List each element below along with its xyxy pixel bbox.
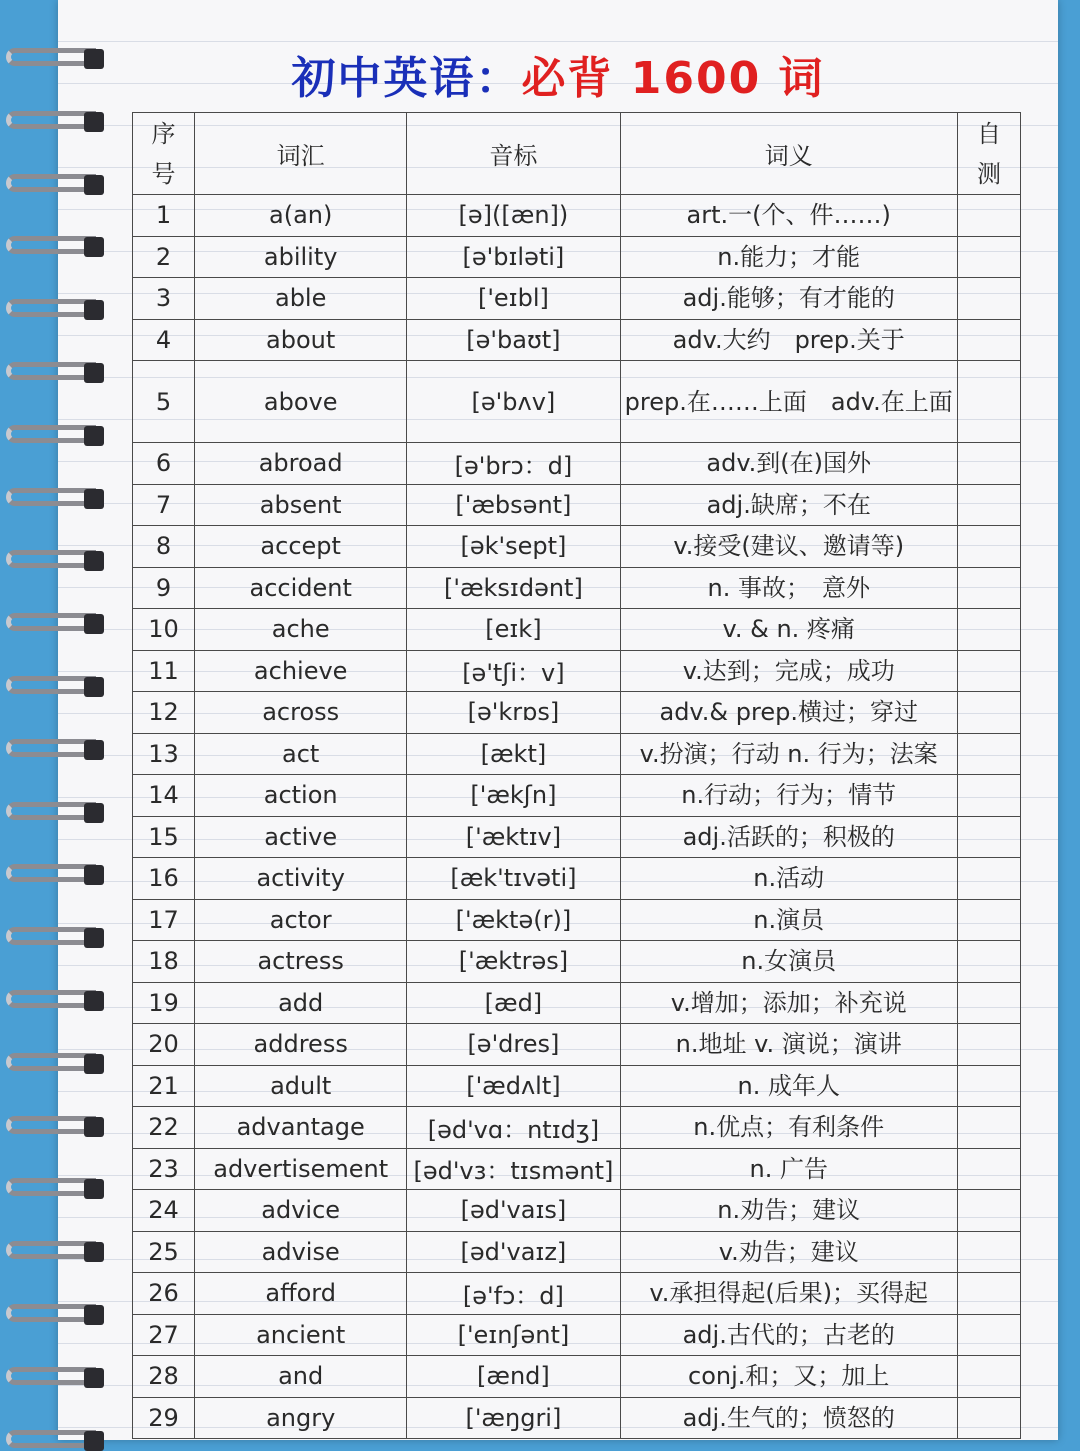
phonetic-cell: [eɪk] — [407, 609, 620, 651]
table-row — [133, 236, 1021, 278]
spiral-ring — [6, 864, 96, 882]
header-no-label: 序 号 — [151, 119, 176, 188]
self-test-cell[interactable] — [957, 1190, 1020, 1232]
word-cell: achieve — [195, 650, 407, 692]
table-row — [133, 319, 1021, 361]
word-cell: advertisement — [195, 1148, 407, 1190]
header-ipa: 音标 — [407, 113, 620, 195]
phonetic-cell: [ækt] — [407, 733, 620, 775]
phonetic-cell: [ə'baʊt] — [407, 319, 620, 361]
meaning-cell: n.行动；行为；情节 — [620, 775, 957, 817]
spiral-ring — [6, 676, 96, 694]
phonetic-cell: [ə'bɪləti] — [407, 236, 620, 278]
binding-hole — [84, 1054, 104, 1074]
meaning-cell: v.承担得起(后果)；买得起 — [620, 1273, 957, 1315]
row-number: 13 — [133, 733, 195, 775]
table-row — [133, 899, 1021, 941]
self-test-cell[interactable] — [957, 361, 1020, 443]
table-row — [133, 526, 1021, 568]
binding-hole — [84, 363, 104, 383]
spiral-ring — [6, 739, 96, 757]
row-number: 5 — [133, 361, 195, 443]
meaning-cell: n.劝告；建议 — [620, 1190, 957, 1232]
self-test-cell[interactable] — [957, 650, 1020, 692]
phonetic-cell: [ə'bʌv] — [407, 361, 620, 443]
meaning-cell: adj.古代的；古老的 — [620, 1314, 957, 1356]
table-row — [133, 361, 1021, 443]
spiral-ring — [6, 111, 96, 129]
self-test-cell[interactable] — [957, 1397, 1020, 1439]
meaning-cell: n.女演员 — [620, 941, 957, 983]
self-test-cell[interactable] — [957, 1314, 1020, 1356]
table-row — [133, 195, 1021, 237]
row-number: 15 — [133, 816, 195, 858]
vocabulary-table — [132, 112, 1021, 1439]
word-cell: advantage — [195, 1107, 407, 1149]
table-row — [133, 1231, 1021, 1273]
row-number: 7 — [133, 484, 195, 526]
meaning-cell: adj.缺席；不在 — [620, 484, 957, 526]
meaning-cell: conj.和；又；加上 — [620, 1356, 957, 1398]
phonetic-cell: [əd'vɑ：ntɪdʒ] — [407, 1107, 620, 1149]
word-cell: and — [195, 1356, 407, 1398]
binding-hole — [84, 175, 104, 195]
word-cell: advise — [195, 1231, 407, 1273]
word-cell: add — [195, 982, 407, 1024]
binding-hole — [84, 677, 104, 697]
self-test-cell[interactable] — [957, 858, 1020, 900]
meaning-cell: v.扮演；行动 n. 行为；法案 — [620, 733, 957, 775]
binding-hole — [84, 991, 104, 1011]
spiral-ring — [6, 990, 96, 1008]
word-cell: afford — [195, 1273, 407, 1315]
word-cell: actor — [195, 899, 407, 941]
header-test — [957, 113, 1020, 195]
row-number: 8 — [133, 526, 195, 568]
word-cell: adult — [195, 1065, 407, 1107]
spiral-ring — [6, 1304, 96, 1322]
binding-hole — [84, 489, 104, 509]
row-number: 11 — [133, 650, 195, 692]
word-cell: address — [195, 1024, 407, 1066]
table-row — [133, 982, 1021, 1024]
self-test-cell[interactable] — [957, 775, 1020, 817]
binding-hole — [84, 551, 104, 571]
table-row — [133, 609, 1021, 651]
row-number: 4 — [133, 319, 195, 361]
table-row — [133, 1107, 1021, 1149]
phonetic-cell: ['ædʌlt] — [407, 1065, 620, 1107]
phonetic-cell: ['æbsənt] — [407, 484, 620, 526]
meaning-cell: n.地址 v. 演说；演讲 — [620, 1024, 957, 1066]
binding-hole — [84, 803, 104, 823]
self-test-cell[interactable] — [957, 567, 1020, 609]
binding-hole — [84, 1117, 104, 1137]
phonetic-cell: ['eɪnʃənt] — [407, 1314, 620, 1356]
table-row — [133, 443, 1021, 485]
word-cell: act — [195, 733, 407, 775]
row-number: 25 — [133, 1231, 195, 1273]
word-cell: able — [195, 278, 407, 320]
meaning-cell: v.增加；添加；补充说 — [620, 982, 957, 1024]
table-row — [133, 1190, 1021, 1232]
meaning-cell: v.接受(建议、邀请等) — [620, 526, 957, 568]
table-row — [133, 1024, 1021, 1066]
phonetic-cell: [ək'sept] — [407, 526, 620, 568]
binding-hole — [84, 237, 104, 257]
word-cell: action — [195, 775, 407, 817]
meaning-cell: v.劝告；建议 — [620, 1231, 957, 1273]
phonetic-cell: ['æktə(r)] — [407, 899, 620, 941]
self-test-cell[interactable] — [957, 1273, 1020, 1315]
row-number: 16 — [133, 858, 195, 900]
self-test-cell[interactable] — [957, 816, 1020, 858]
row-number: 9 — [133, 567, 195, 609]
row-number: 21 — [133, 1065, 195, 1107]
row-number: 29 — [133, 1397, 195, 1439]
self-test-cell[interactable] — [957, 733, 1020, 775]
spiral-ring — [6, 1430, 96, 1448]
word-cell: across — [195, 692, 407, 734]
self-test-cell[interactable] — [957, 1065, 1020, 1107]
row-number: 18 — [133, 941, 195, 983]
spiral-ring — [6, 174, 96, 192]
table-header-row — [133, 113, 1021, 195]
header-no — [133, 113, 195, 195]
row-number: 12 — [133, 692, 195, 734]
meaning-cell: adj.生气的；愤怒的 — [620, 1397, 957, 1439]
self-test-cell[interactable] — [957, 1231, 1020, 1273]
binding-hole — [84, 1431, 104, 1451]
table-row — [133, 733, 1021, 775]
self-test-cell[interactable] — [957, 484, 1020, 526]
meaning-cell: n. 事故； 意外 — [620, 567, 957, 609]
spiral-ring — [6, 299, 96, 317]
self-test-cell[interactable] — [957, 1148, 1020, 1190]
table-row — [133, 775, 1021, 817]
phonetic-cell: [æk'tɪvəti] — [407, 858, 620, 900]
phonetic-cell: [æd] — [407, 982, 620, 1024]
word-cell: absent — [195, 484, 407, 526]
phonetic-cell: [ə'krɒs] — [407, 692, 620, 734]
header-word: 词汇 — [195, 113, 407, 195]
meaning-cell: adj.活跃的；积极的 — [620, 816, 957, 858]
phonetic-cell: ['ækʃn] — [407, 775, 620, 817]
spiral-ring — [6, 236, 96, 254]
binding-hole — [84, 426, 104, 446]
row-number: 20 — [133, 1024, 195, 1066]
word-cell: accept — [195, 526, 407, 568]
header-test-label: 自 测 — [976, 119, 1001, 188]
binding-hole — [84, 740, 104, 760]
self-test-cell[interactable] — [957, 278, 1020, 320]
self-test-cell[interactable] — [957, 692, 1020, 734]
table-row — [133, 1356, 1021, 1398]
row-number: 27 — [133, 1314, 195, 1356]
word-cell: active — [195, 816, 407, 858]
self-test-cell[interactable] — [957, 1024, 1020, 1066]
table-row — [133, 1065, 1021, 1107]
binding-hole — [84, 1179, 104, 1199]
table-row — [133, 1397, 1021, 1439]
meaning-cell: art.一(个、件……) — [620, 195, 957, 237]
table-row — [133, 278, 1021, 320]
table-row — [133, 816, 1021, 858]
spiral-ring — [6, 1178, 96, 1196]
phonetic-cell: [ə'dres] — [407, 1024, 620, 1066]
spiral-ring — [6, 550, 96, 568]
meaning-cell: v. & n. 疼痛 — [620, 609, 957, 651]
phonetic-cell: [ə'brɔ：d] — [407, 443, 620, 485]
meaning-cell: n. 广告 — [620, 1148, 957, 1190]
binding-hole — [84, 1242, 104, 1262]
row-number: 23 — [133, 1148, 195, 1190]
meaning-cell: prep.在……上面 adv.在上面 — [620, 361, 957, 443]
phonetic-cell: ['æktɪv] — [407, 816, 620, 858]
meaning-cell: adv.大约 prep.关于 — [620, 319, 957, 361]
row-number: 17 — [133, 899, 195, 941]
table-row — [133, 1273, 1021, 1315]
self-test-cell[interactable] — [957, 1107, 1020, 1149]
word-cell: advice — [195, 1190, 407, 1232]
meaning-cell: adj.能够；有才能的 — [620, 278, 957, 320]
phonetic-cell: ['æŋgri] — [407, 1397, 620, 1439]
table-row — [133, 650, 1021, 692]
row-number: 26 — [133, 1273, 195, 1315]
row-number: 19 — [133, 982, 195, 1024]
binding-hole — [84, 1305, 104, 1325]
self-test-cell[interactable] — [957, 319, 1020, 361]
phonetic-cell: ['eɪbl] — [407, 278, 620, 320]
phonetic-cell: [ə]([æn]) — [407, 195, 620, 237]
meaning-cell: n.活动 — [620, 858, 957, 900]
word-cell: actress — [195, 941, 407, 983]
meaning-cell: n. 成年人 — [620, 1065, 957, 1107]
row-number: 6 — [133, 443, 195, 485]
meaning-cell: n.演员 — [620, 899, 957, 941]
binding-hole — [84, 1368, 104, 1388]
phonetic-cell: ['æktrəs] — [407, 941, 620, 983]
meaning-cell: n.能力；才能 — [620, 236, 957, 278]
table-row — [133, 1148, 1021, 1190]
spiral-ring — [6, 1116, 96, 1134]
word-cell: ancient — [195, 1314, 407, 1356]
phonetic-cell: [ə'fɔ：d] — [407, 1273, 620, 1315]
binding-hole — [84, 865, 104, 885]
row-number: 1 — [133, 195, 195, 237]
table-row — [133, 1314, 1021, 1356]
row-number: 28 — [133, 1356, 195, 1398]
phonetic-cell: ['æksɪdənt] — [407, 567, 620, 609]
binding-hole — [84, 614, 104, 634]
word-cell: above — [195, 361, 407, 443]
table-row — [133, 567, 1021, 609]
spiral-ring — [6, 1367, 96, 1385]
table-row — [133, 692, 1021, 734]
word-cell: accident — [195, 567, 407, 609]
binding-hole — [84, 112, 104, 132]
word-cell: activity — [195, 858, 407, 900]
spiral-ring — [6, 1241, 96, 1259]
phonetic-cell: [ænd] — [407, 1356, 620, 1398]
self-test-cell[interactable] — [957, 236, 1020, 278]
word-cell: ache — [195, 609, 407, 651]
table-row — [133, 858, 1021, 900]
self-test-cell[interactable] — [957, 1356, 1020, 1398]
self-test-cell[interactable] — [957, 982, 1020, 1024]
phonetic-cell: [əd'vaɪs] — [407, 1190, 620, 1232]
self-test-cell[interactable] — [957, 609, 1020, 651]
word-cell: ability — [195, 236, 407, 278]
row-number: 2 — [133, 236, 195, 278]
binding-hole — [84, 300, 104, 320]
row-number: 10 — [133, 609, 195, 651]
meaning-cell: adv.到(在)国外 — [620, 443, 957, 485]
spiral-ring — [6, 425, 96, 443]
word-cell: about — [195, 319, 407, 361]
spiral-ring — [6, 488, 96, 506]
meaning-cell: v.达到；完成；成功 — [620, 650, 957, 692]
page-title — [58, 42, 1058, 106]
spiral-ring — [6, 802, 96, 820]
phonetic-cell: [əd'vɜ：tɪsmənt] — [407, 1148, 620, 1190]
table-row — [133, 941, 1021, 983]
word-cell: a(an) — [195, 195, 407, 237]
title-part-2: 必背 1600 词 — [521, 53, 825, 104]
table-row — [133, 484, 1021, 526]
meaning-cell: adv.& prep.横过；穿过 — [620, 692, 957, 734]
row-number: 3 — [133, 278, 195, 320]
spiral-binding — [0, 0, 110, 1440]
word-cell: abroad — [195, 443, 407, 485]
self-test-cell[interactable] — [957, 195, 1020, 237]
word-cell: angry — [195, 1397, 407, 1439]
spiral-ring — [6, 613, 96, 631]
row-number: 22 — [133, 1107, 195, 1149]
binding-hole — [84, 928, 104, 948]
self-test-cell[interactable] — [957, 899, 1020, 941]
row-number: 14 — [133, 775, 195, 817]
self-test-cell[interactable] — [957, 526, 1020, 568]
meaning-cell: n.优点；有利条件 — [620, 1107, 957, 1149]
spiral-ring — [6, 362, 96, 380]
self-test-cell[interactable] — [957, 941, 1020, 983]
title-part-1: 初中英语： — [291, 53, 522, 104]
header-meaning: 词义 — [620, 113, 957, 195]
spiral-ring — [6, 1053, 96, 1071]
row-number: 24 — [133, 1190, 195, 1232]
self-test-cell[interactable] — [957, 443, 1020, 485]
phonetic-cell: [əd'vaɪz] — [407, 1231, 620, 1273]
phonetic-cell: [ə'tʃi：v] — [407, 650, 620, 692]
spiral-ring — [6, 927, 96, 945]
